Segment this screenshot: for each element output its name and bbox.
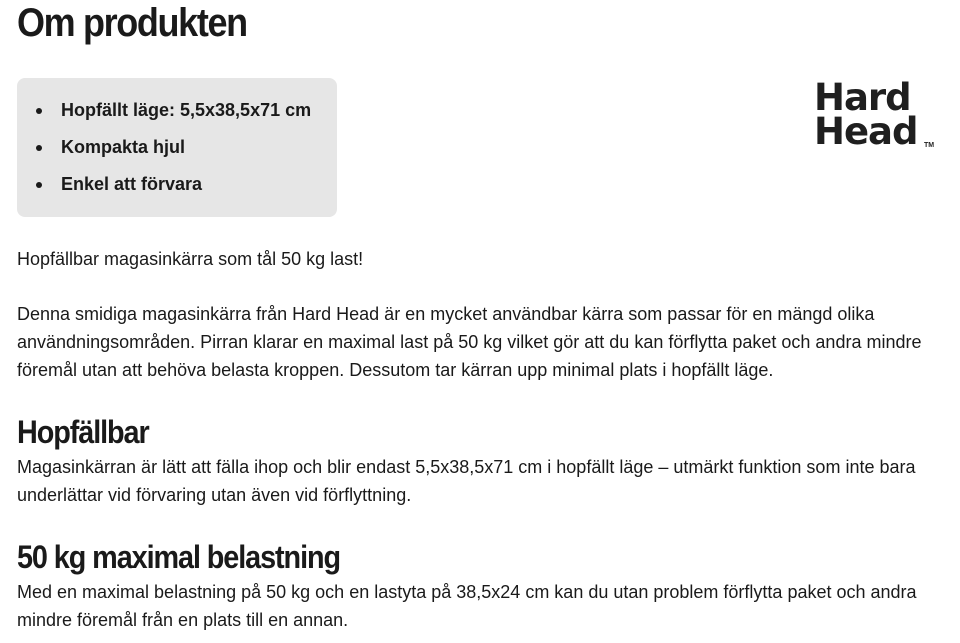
- hard-head-logo: [814, 76, 938, 154]
- highlight-text: Kompakta hjul: [61, 137, 186, 157]
- highlight-text: Enkel att förvara: [61, 174, 203, 194]
- logo-line-hard: Hard: [814, 76, 911, 119]
- highlight-item-easy-storage: [61, 173, 202, 195]
- logo-line-head: Head: [814, 110, 918, 153]
- description-text: Denna smidiga magasinkärra från Hard Head är en mycket användbar kärra som passar för en mängd olika användningsområden. Pirran klarar en maximal last på 50 kg vilket gör att du kan förflytta paket och andra mindre föremål utan att behöva belasta kroppen. Dessutom tar kärran upp minimal plats i hopfällt läge.: [17, 304, 922, 380]
- product-highlights-box: [17, 78, 337, 217]
- highlight-text: Hopfällt läge: 5,5x38,5x71 cm: [61, 100, 312, 120]
- highlight-item-folded-size: [61, 99, 311, 121]
- page-title: Om produkten: [17, 1, 247, 45]
- intro-text: Hopfällbar magasinkärra som tål 50 kg last!: [17, 249, 364, 269]
- section-body-foldable: Magasinkärran är lätt att fälla ihop och blir endast 5,5x38,5x71 cm i hopfällt läge – utmärkt funktion som inte bara underlättar vid förvaring utan även vid förflyttning.: [17, 457, 916, 505]
- section-heading-foldable: Hopfällbar: [17, 414, 149, 450]
- section-heading-max-load: 50 kg maximal belastning: [17, 539, 341, 575]
- section-body-max-load: Med en maximal belastning på 50 kg och en lastyta på 38,5x24 cm kan du utan problem förflytta paket och andra mindre föremål från en plats till en annan.: [17, 582, 917, 630]
- trademark-mark: TM: [924, 142, 935, 149]
- bullet-icon: [36, 145, 42, 151]
- highlight-item-compact-wheels: [61, 136, 185, 158]
- bullet-icon: [36, 182, 42, 188]
- bullet-icon: [36, 108, 42, 114]
